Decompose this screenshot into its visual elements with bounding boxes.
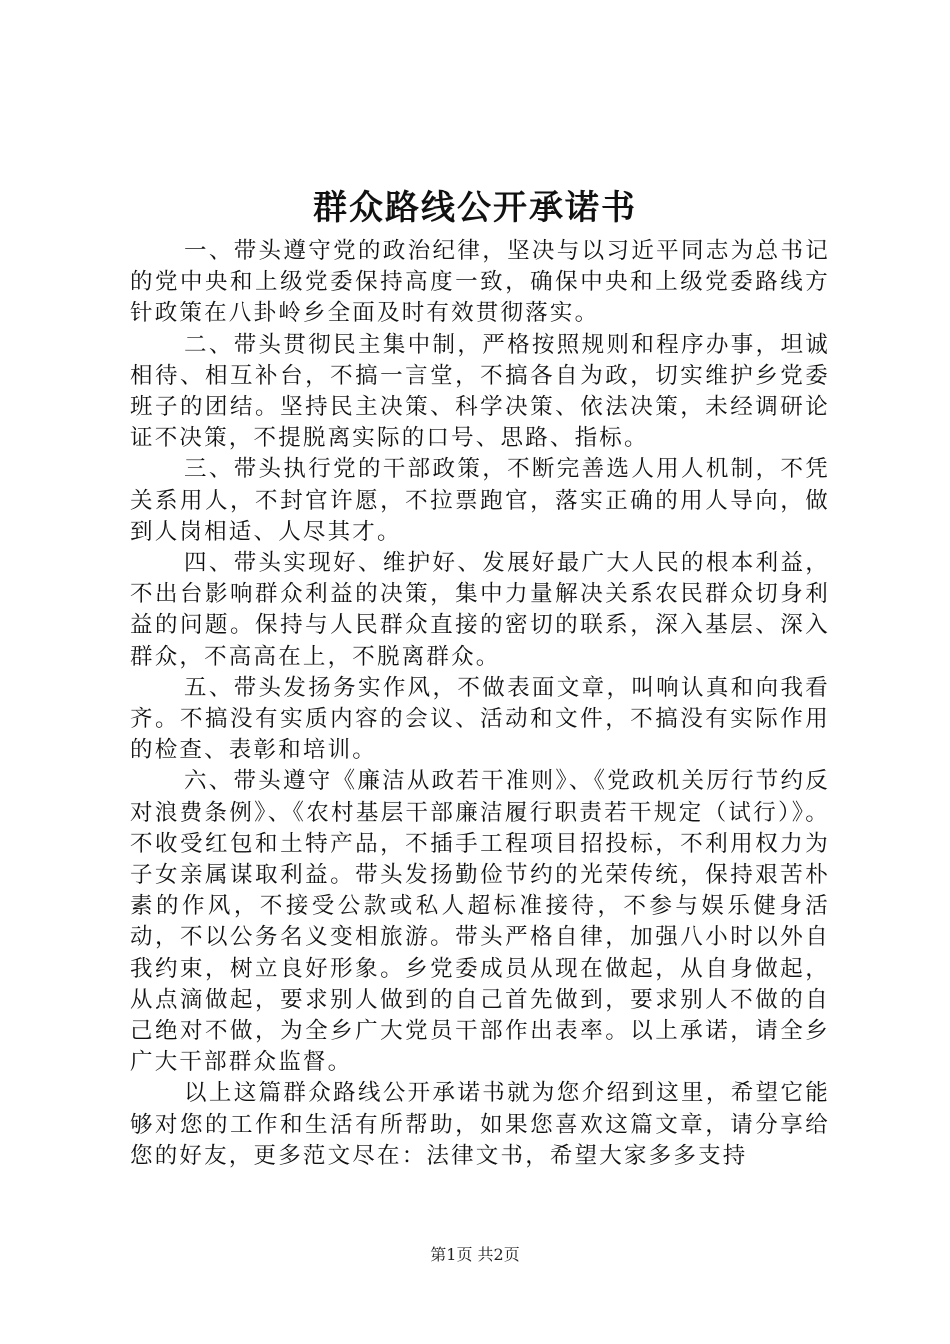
paragraph-4: 四、带头实现好、维护好、发展好最广大人民的根本利益，不出台影响群众利益的决策，集中力量解决关系农民群众切身利益的问题。保持与人民群众直接的密切的联系，深入基层、深入群众，不高高在上，不脱离群众。	[130, 550, 830, 670]
document-title: 群众路线公开承诺书	[313, 188, 637, 228]
paragraph-3: 三、带头执行党的干部政策，不断完善选人用人机制，不凭关系用人，不封官许愿，不拉票跑官，落实正确的用人导向，做到人岗相适、人尽其才。	[130, 456, 830, 545]
closing-paragraph: 以上这篇群众路线公开承诺书就为您介绍到这里，希望它能够对您的工作和生活有所帮助，如果您喜欢这篇文章，请分享给您的好友，更多范文尽在：法律文书，希望大家多多支持	[130, 1080, 830, 1169]
page-number-footer: 第1页 共2页	[430, 1245, 520, 1264]
paragraph-1: 一、带头遵守党的政治纪律，坚决与以习近平同志为总书记的党中央和上级党委保持高度一致，确保中央和上级党委路线方针政策在八卦岭乡全面及时有效贯彻落实。	[130, 238, 830, 327]
paragraph-5: 五、带头发扬务实作风，不做表面文章，叫响认真和向我看齐。不搞没有实质内容的会议、活动和文件，不搞没有实际作用的检查、表彰和培训。	[130, 674, 830, 764]
paragraph-2: 二、带头贯彻民主集中制，严格按照规则和程序办事，坦诚相待、相互补台，不搞一言堂，不搞各自为政，切实维护乡党委班子的团结。坚持民主决策、科学决策、依法决策，未经调研论证不决策，不提脱离实际的口号、思路、指标。	[130, 331, 830, 452]
paragraph-6: 六、带头遵守《廉洁从政若干准则》、《党政机关厉行节约反对浪费条例》、《农村基层干部廉洁履行职责若干规定（试行）》。不收受红包和土特产品，不插手工程项目招投标，不利用权力为子女亲属谋取利益。带头发扬勤俭节约的光荣传统，保持艰苦朴素的作风，不接受公款或私人超标准接待，不参与娱乐健身活动，不以公务名义变相旅游。带头严格自律，加强八小时以外自我约束，树立良好形象。乡党委成员从现在做起，从自身做起，从点滴做起，要求别人做到的自己首先做到，要求别人不做的自己绝对不做，为全乡广大党员干部作出表率。以上承诺，请全乡广大干部群众监督。	[130, 768, 830, 1076]
document-body	[130, 236, 830, 1172]
